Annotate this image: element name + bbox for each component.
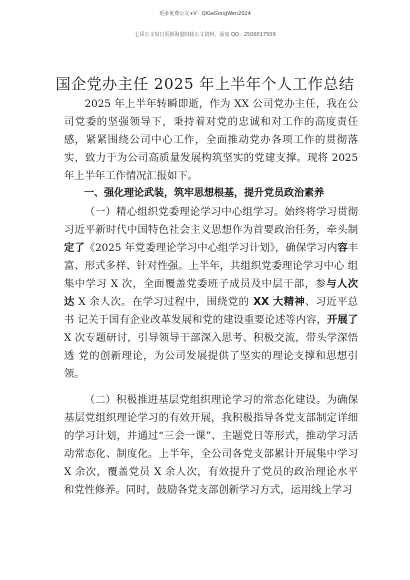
bold-text: 开展了 [326, 314, 358, 326]
document-title: 国企党办主任 2025 年上半年个人工作总结 [55, 75, 355, 93]
header-source-note: 七哥公文每日更新海量时政公文资料，添加 QQ：2500017509 [134, 32, 276, 38]
paragraph-text: 《2025 年党委理论学习中心组学习计划》，确保学习内 [84, 242, 338, 254]
bold-text: 与人次 达 [64, 278, 358, 308]
paragraph-text: 、习近平总书 记关于国有企业改革发展和党的建设重要论述等内容， [64, 296, 358, 326]
paragraph-text: （一）精心组织党委理论学习中心组学习。始终将学习贯彻习近平新时代中国特色社会主义思想作为首要政治任务，牵头制 [64, 206, 358, 236]
document-body [64, 95, 358, 499]
bold-text: 容 [337, 242, 348, 254]
header-promo-note: 更多免费公文+V：QiGeGongWen2024 [159, 11, 251, 17]
section-heading: 一、强化理论武装，筑牢思想根基，提升党员政治素养 [84, 188, 324, 199]
paragraph-text: 丰富、形式多样、针对性强。上半年，共组织党委理论学习中心 组集中学习 X 次，全面覆盖党委班子成员及中层干部，参 [64, 242, 359, 290]
bold-text: 定了 [64, 242, 85, 254]
paragraph-text: X 余人次。在学习过程中，围绕党的 [74, 296, 250, 308]
intro-paragraph: 2025 年上半年转瞬即逝，作为 XX 公司党办主任，我在公司党委的坚强领导下，秉持着对党的忠诚和对工作的高度责任感，紧紧围绕公司中心工作，全面推动党办各项工作的贯彻落实，致力于为公司高质量发展构筑坚实的党建支撑。现将 2025 年上半年工作情况汇报如下。 [64, 98, 358, 182]
body-paragraph [64, 203, 358, 383]
paragraph-text: X 次专题研讨，引导领导干部深入思考、积极交流，带头学深悟透 党的创新理论，为公司发展提供了坚实的理论支撑和思想引领。 [64, 332, 358, 380]
bold-text: XX 大精神 [249, 296, 306, 308]
body-paragraph: （二）积极推进基层党组织理论学习的常态化建设。为确保基层党组织理论学习的有效开展，我积极指导各党支部制定详细的学习计划，并通过“三会一课”、主题党日等形式，推动学习活动常态化、制度化。上半年，全公司各党支部累计开展集中学习 X 余次，覆盖党员 X 余人次，有效提升了党员的政治理论水平 和党性修养。同时，鼓励各党支部创新学习方式，运用线上学习 [64, 394, 358, 496]
